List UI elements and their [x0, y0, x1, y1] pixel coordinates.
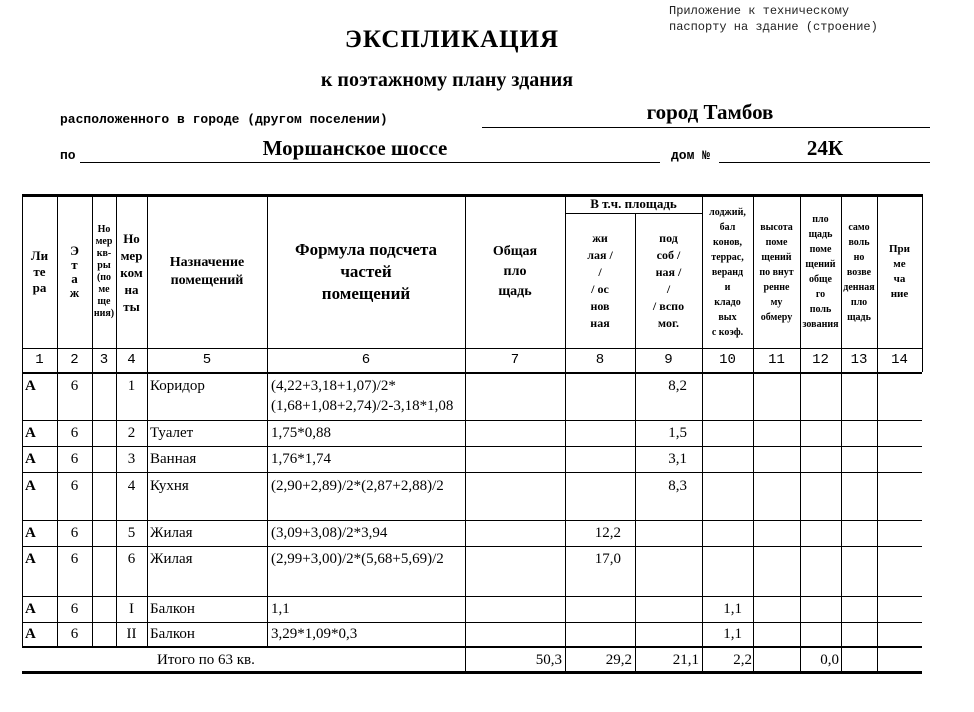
header-litera: Ли те ра — [30, 248, 49, 295]
header-nonres: пло щадь поме щений обще го поль зования — [802, 214, 839, 330]
header-apt-no: Но мер кв- ры (по ме ще ния) — [93, 224, 115, 319]
table-row-aux: 8,2 — [668, 378, 687, 394]
table-row-floor: 6 — [70, 626, 79, 642]
table-row-floor: 6 — [70, 378, 79, 394]
table-row-loggia: 1,1 — [723, 626, 742, 642]
header-room-no: Но мер ком на ты — [120, 230, 143, 314]
col-number: 14 — [891, 352, 908, 368]
numbers-bottom-line — [22, 372, 922, 374]
table-row-purpose: Жилая — [150, 525, 193, 541]
table-row-room: 6 — [127, 551, 136, 567]
table-row-floor: 6 — [70, 601, 79, 617]
located-label: расположенного в городе (другом поселении) — [60, 112, 388, 127]
table-row-litera: А — [25, 525, 36, 541]
col-number: 13 — [850, 352, 868, 368]
col-number: 5 — [202, 352, 212, 368]
row-divider — [22, 472, 922, 473]
table-row-litera: А — [25, 378, 36, 394]
header-bottom-line — [22, 348, 922, 349]
table-row-litera: А — [25, 451, 36, 467]
col-number: 3 — [99, 352, 109, 368]
table-row-floor: 6 — [70, 425, 79, 441]
table-row-formula: (2,90+2,89)/2*(2,87+2,88)/2 — [271, 478, 444, 494]
header-total-area: Общая пло щадь — [492, 244, 538, 299]
table-row-room: 4 — [127, 478, 136, 494]
table-row-purpose: Балкон — [150, 601, 195, 617]
table-row-litera: А — [25, 601, 36, 617]
col-number: 11 — [768, 352, 785, 368]
table-row-room: 5 — [127, 525, 136, 541]
header-loggia: лоджий, бал конов, террас, веранд и кладо вых с коэф. — [709, 206, 746, 338]
table-row-litera: А — [25, 551, 36, 567]
table-row-room: 1 — [127, 378, 136, 394]
col-number: 2 — [70, 352, 79, 368]
table-row-formula: 1,75*0,88 — [271, 425, 331, 441]
col-number: 1 — [35, 352, 44, 368]
col-number: 7 — [510, 352, 520, 368]
table-row-room: 3 — [127, 451, 136, 467]
table-row-formula: (2,99+3,00)/2*(5,68+5,69)/2 — [271, 551, 444, 567]
col-number: 9 — [664, 352, 673, 368]
col-number: 12 — [812, 352, 829, 368]
table-row-floor: 6 — [70, 451, 79, 467]
header-remarks: При ме ча ние — [888, 243, 910, 300]
totals-living: 29,2 — [605, 652, 632, 668]
col-number: 10 — [719, 352, 736, 368]
header-aux: под соб / ная / / / вспо мог. — [652, 231, 685, 330]
table-row-room: 2 — [127, 425, 136, 441]
table-row-aux: 3,1 — [668, 451, 687, 467]
table-row-purpose: Коридор — [150, 378, 205, 394]
header-floor: Э т а ж — [69, 243, 80, 300]
table-row-purpose: Ванная — [150, 451, 197, 467]
header-incl-area: В т.ч. площадь — [590, 196, 677, 211]
table-row-purpose: Туалет — [150, 425, 194, 441]
document-title: ЭКСПЛИКАЦИЯ — [344, 26, 560, 53]
table-row-formula: 1,1 — [271, 601, 290, 617]
row-divider — [22, 622, 922, 623]
table-row-purpose: Кухня — [150, 478, 189, 494]
table-row-room: I — [129, 601, 134, 617]
header-formula: Формула подсчета частей помещений — [294, 240, 438, 303]
street-value: Моршанское шоссе — [262, 136, 448, 160]
header-living: жи лая / / / ос нов ная — [587, 231, 613, 330]
row-divider — [22, 520, 922, 521]
totals-nonres: 0,0 — [820, 652, 839, 668]
col-number: 6 — [361, 352, 371, 368]
row-divider — [22, 546, 922, 547]
street-label: по — [60, 148, 76, 163]
totals-top-line — [22, 646, 922, 648]
table-row-purpose: Балкон — [150, 626, 195, 642]
table-row-litera: А — [25, 478, 36, 494]
table-row-litera: А — [25, 626, 36, 642]
col-line — [922, 194, 923, 372]
table-row-loggia: 1,1 — [723, 601, 742, 617]
table-row-formula: (4,22+3,18+1,07)/2*(1,68+1,08+2,74)/2-3,18*1,08 — [271, 378, 454, 414]
table-row-floor: 6 — [70, 551, 79, 567]
totals-loggia: 2,2 — [733, 652, 752, 668]
table-row-litera: А — [25, 425, 36, 441]
table-row-floor: 6 — [70, 525, 79, 541]
document-subtitle: к поэтажному плану здания — [320, 69, 574, 91]
col-number: 8 — [595, 352, 605, 368]
table-bottom-border — [22, 671, 922, 674]
table-row-aux: 1,5 — [668, 425, 687, 441]
table-row-living: 17,0 — [594, 551, 621, 567]
header-height: высота поме щений по внут ренне му обмеру — [759, 221, 794, 323]
house-label: дом № — [671, 148, 711, 163]
table-row-purpose: Жилая — [150, 551, 193, 567]
table-row-formula: (3,09+3,08)/2*3,94 — [271, 525, 388, 541]
table-row-formula: 3,29*1,09*0,3 — [271, 626, 358, 642]
row-divider — [22, 420, 922, 421]
city-value: город Тамбов — [646, 100, 774, 124]
table-row-living: 12,2 — [594, 525, 621, 541]
row-divider — [22, 596, 922, 597]
row-divider — [22, 446, 922, 447]
totals-aux: 21,1 — [672, 652, 699, 668]
header-purpose: Назначение помещений — [169, 255, 245, 288]
house-value: 24К — [806, 136, 844, 160]
table-row-formula: 1,76*1,74 — [271, 451, 331, 467]
header-unauth: само воль но возве денная пло щадь — [843, 221, 875, 323]
col-number: 4 — [127, 352, 136, 368]
totals-label: Итого по 63 кв. — [157, 652, 255, 668]
appendix-note-line2: паспорту на здание (строение) — [669, 20, 878, 34]
appendix-note-line1: Приложение к техническому — [669, 4, 850, 18]
totals-total-area: 50,3 — [535, 652, 562, 668]
table-row-room: II — [126, 626, 137, 642]
table-row-aux: 8,3 — [668, 478, 687, 494]
table-row-floor: 6 — [70, 478, 79, 494]
